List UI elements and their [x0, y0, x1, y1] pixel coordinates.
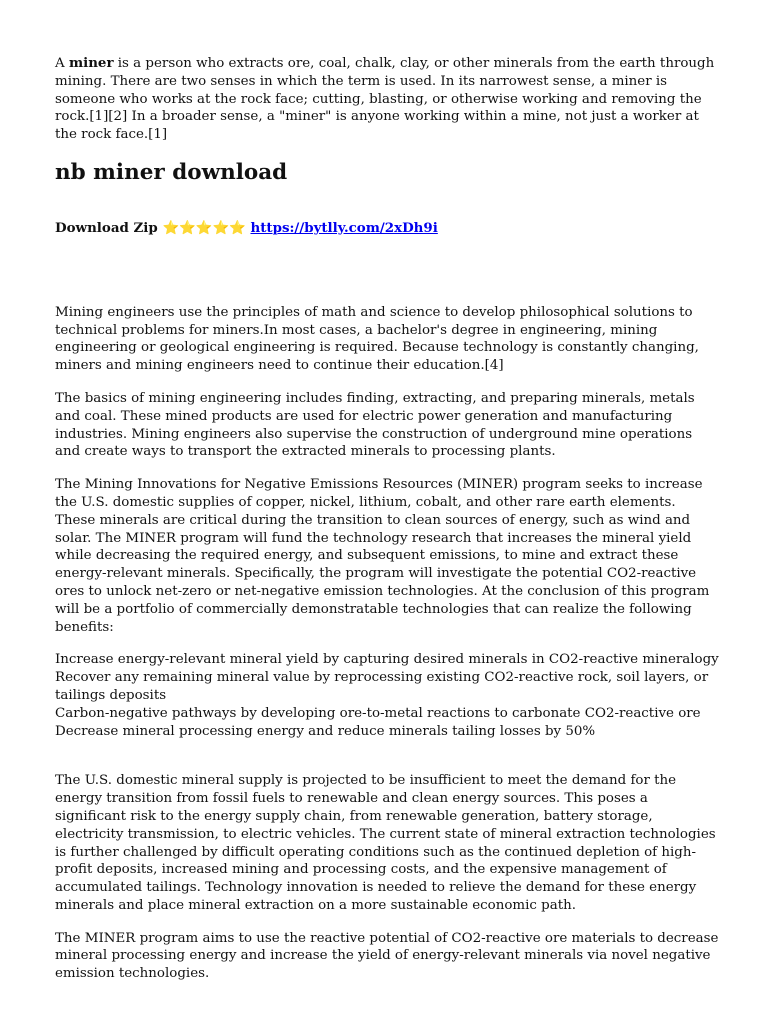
paragraph-miner-program: The Mining Innovations for Negative Emissions Resources (MINER) program seeks to increase the U.S. domestic supplies of copper, nickel, lithium, cobalt, and other rare earth elements. These minerals are critical during the transition to clean sources of energy, such as wind and solar. The MINER program will fund the technology research that increases the mineral yield while decreasing the required energy, and subsequent emissions, to mine and extract these energy-relevant minerals. Specifically, the program will investigate the potential CO2-reactive ores to unlock net-zero or net-negative emission technologies. At the conclusion of this program will be a portfolio of commercially demonstratable technologies that can realize the following benefits: — [55, 477, 710, 635]
paragraph-mining-basics: The basics of mining engineering includes finding, extracting, and preparing minerals, metals and coal. These mined products are used for electric power generation and manufacturing industries. Mining engineers also supervise the construction of underground mine operations and create ways to transport the extracted minerals to processing plants. — [55, 390, 695, 460]
document-page — [55, 55, 720, 983]
star-glyphs-icon: ⭐⭐⭐⭐⭐ — [162, 219, 246, 236]
page-title: nb miner download — [55, 159, 288, 185]
download-line — [55, 220, 720, 238]
list-item: Increase energy-relevant mineral yield by capturing desired minerals in CO2-reactive mineralogy — [55, 652, 719, 668]
paragraph-mineral-supply: The U.S. domestic mineral supply is projected to be insufficient to meet the demand for the energy transition from fossil fuels to renewable and clean energy sources. This poses a significant risk to the energy supply chain, from renewable generation, battery storage, electricity transmission, to electric vehicles. The current state of mineral extraction technologies is further challenged by difficult operating conditions such as the continued depletion of high-profit deposits, increased mining and processing costs, and the expensive management of accumulated tailings. Technology innovation is needed to relieve the demand for these energy minerals and place mineral extraction on a more sustainable economic path. — [55, 773, 716, 913]
paragraph-mining-engineers: Mining engineers use the principles of math and science to develop philosophical solutions to technical problems for miners.In most cases, a bachelor's degree in engineering, mining engineering or geological engineering is required. Because technology is constantly changing, miners and mining engineers need to continue their education.[4] — [55, 304, 699, 374]
intro-prefix: A — [55, 56, 69, 71]
list-item: Carbon-negative pathways by developing ore-to-metal reactions to carbonate CO2-reactive ore — [55, 705, 701, 721]
list-item: Decrease mineral processing energy and reduce minerals tailing losses by 50% — [55, 723, 596, 739]
intro-text: is a person who extracts ore, coal, chalk, clay, or other minerals from the earth through mining. There are two senses in which the term is used. In its narrowest sense, a miner is someone who works at the rock face; cutting, blasting, or otherwise working and removing the rock.[1][2] In a broader sense, a "miner" is anyone working within a mine, not just a worker at the rock face.[1] — [55, 56, 715, 143]
intro-bold-term: miner — [68, 55, 114, 71]
download-link[interactable]: https://bytlly.com/2xDh9i — [250, 219, 438, 236]
download-label: Download Zip — [55, 219, 158, 236]
benefits-list — [55, 651, 720, 740]
list-item: Recover any remaining mineral value by reprocessing existing CO2-reactive rock, soil layers, or tailings deposits — [55, 670, 709, 703]
intro-paragraph — [55, 55, 720, 144]
paragraph-miner-aims: The MINER program aims to use the reactive potential of CO2-reactive ore materials to decrease mineral processing energy and increase the yield of energy-relevant minerals via novel negative emission technologies. — [55, 930, 719, 982]
